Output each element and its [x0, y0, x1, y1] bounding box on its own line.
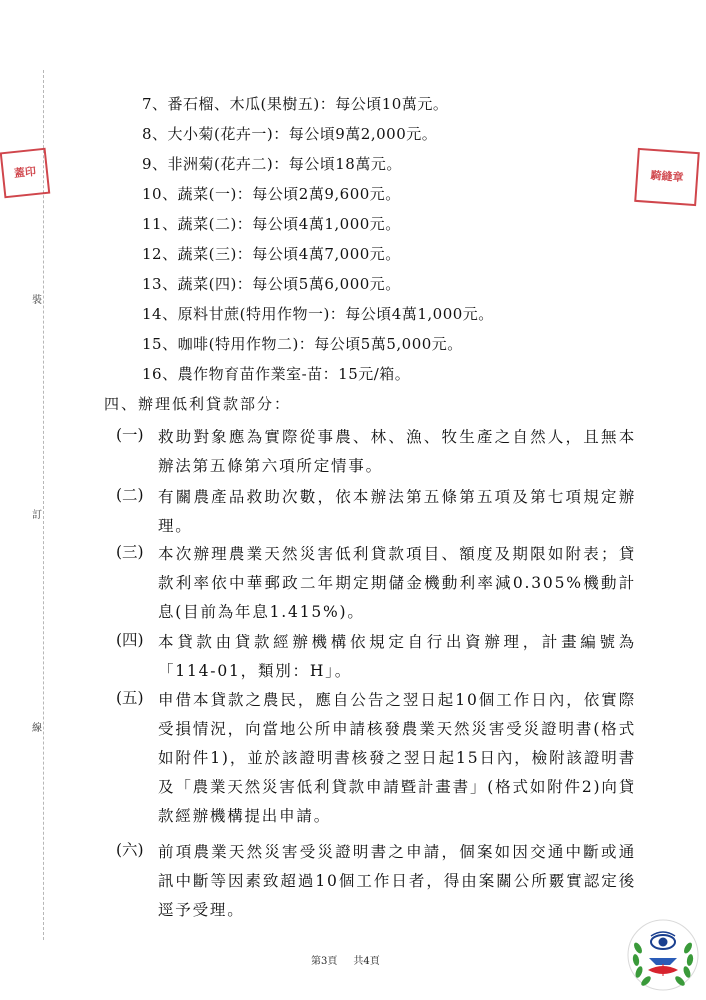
binding-char: 裝: [32, 290, 42, 307]
binding-line: [43, 70, 44, 940]
binding-char: 訂: [32, 505, 42, 522]
subsection-label: (四): [116, 631, 144, 649]
subsection-text: 本貸款由貸款經辦機構依規定自行出資辦理，計畫編號為「114-01，類別：H」。: [158, 633, 636, 680]
list-item: 13、蔬菜(四)：每公頃5萬6,000元。: [142, 275, 401, 293]
list-item: 10、蔬菜(一)：每公頃2萬9,600元。: [142, 185, 401, 203]
list-item: 16、農作物育苗作業室-苗：15元/箱。: [142, 365, 411, 383]
list-item: 15、咖啡(特用作物二)：每公頃5萬5,000元。: [142, 335, 463, 353]
emblem-icon: [626, 918, 700, 992]
seal-stamp-left: 蓋印: [0, 148, 50, 199]
list-item: 8、大小菊(花卉一)：每公頃9萬2,000元。: [142, 125, 438, 143]
binding-char: 線: [32, 718, 42, 735]
subsection-text: 申借本貸款之農民，應自公告之翌日起10個工作日內，依實際受損情況，向當地公所申請核發農業天然災害受災證明書(格式如附件1)，並於該證明書核發之翌日起15日內，檢附該證明書及「農業天然災害低利貸款申請暨計畫書」(格式如附件2)向貸款經辦機構提出申請。: [158, 691, 636, 825]
list-item: 9、非洲菊(花卉二)：每公頃18萬元。: [142, 155, 402, 173]
page-total: 共4頁: [353, 956, 380, 967]
section-heading: 四、辦理低利貸款部分：: [104, 395, 292, 413]
subsection-text: 本次辦理農業天然災害低利貸款項目、額度及期限如附表；貸款利率依中華郵政二年期定期儲金機動利率減0.305%機動計息(目前為年息1.415%)。: [158, 545, 636, 621]
subsection-label: (三): [116, 543, 144, 561]
subsection-text: 救助對象應為實際從事農、林、漁、牧生產之自然人，且無本辦法第五條第六項所定情事。: [158, 428, 636, 475]
subsection-label: (六): [116, 841, 144, 859]
page-number: 第3頁: [311, 956, 338, 967]
subsection-text: 前項農業天然災害受災證明書之申請，個案如因交通中斷或通訊中斷等因素致超過10個工作日者，得由案關公所覈實認定後逕予受理。: [158, 843, 636, 919]
page-footer: [311, 952, 396, 967]
seal-stamp-right: 騎縫章: [634, 148, 700, 206]
list-item: 14、原料甘蔗(特用作物一)：每公頃4萬1,000元。: [142, 305, 494, 323]
subsection-label: (二): [116, 486, 144, 504]
subsection-text: 有關農產品救助次數，依本辦法第五條第五項及第七項規定辦理。: [158, 488, 636, 535]
list-item: 12、蔬菜(三)：每公頃4萬7,000元。: [142, 245, 401, 263]
list-item: 7、番石榴、木瓜(果樹五)：每公頃10萬元。: [142, 95, 449, 113]
subsection-label: (五): [116, 689, 144, 707]
list-item: 11、蔬菜(二)：每公頃4萬1,000元。: [142, 215, 401, 233]
subsection-label: (一): [116, 426, 144, 444]
